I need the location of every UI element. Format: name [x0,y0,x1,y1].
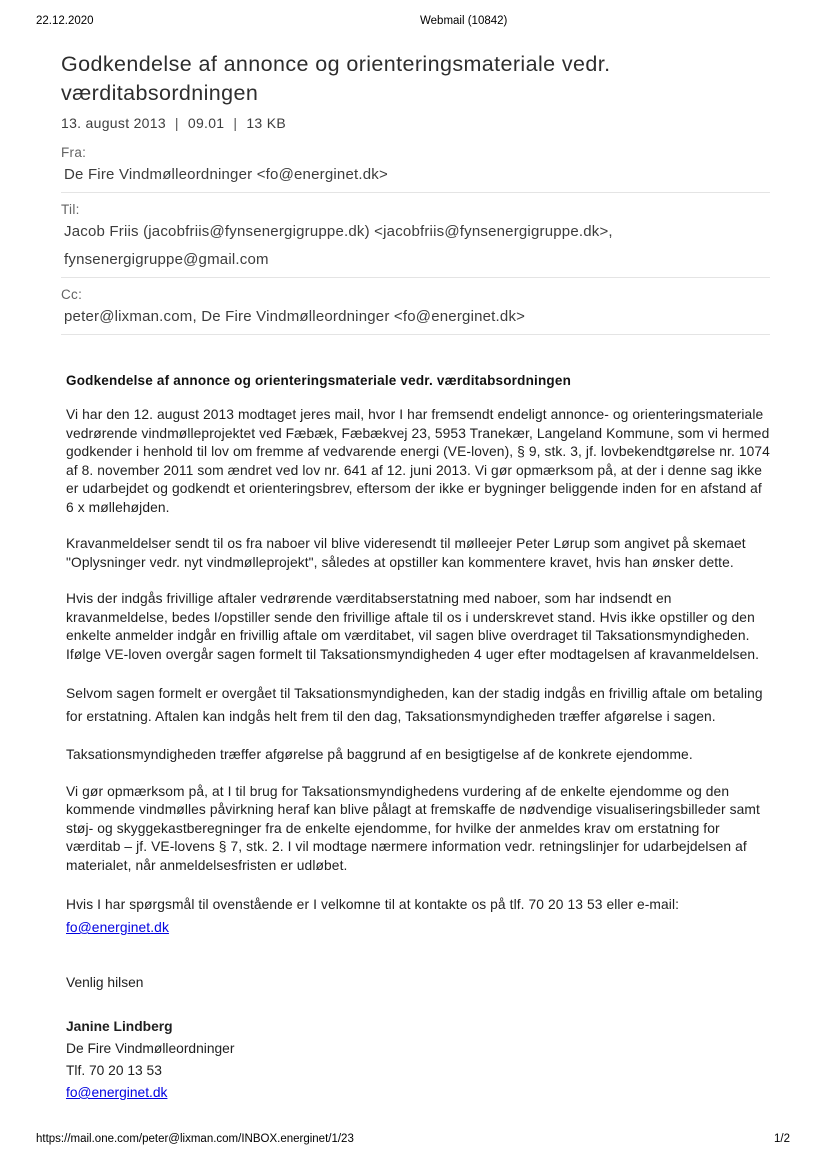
header-fields [61,145,770,335]
field-to-value-line2: fynsenergigruppe@gmail.com [64,251,269,268]
closing-line: Venlig hilsen [66,975,144,990]
contact-intro: Hvis I har spørgsmål til ovenstående er I velkomne til at kontakte os på tlf. 70 20 13 53 eller e-mail: [66,897,680,912]
signature-phone: Tlf. 70 20 13 53 [66,1063,162,1078]
body-paragraph-2: Kravanmeldelser sendt til os fra naboer vil blive videresendt til mølleejer Peter Lørup som angivet på skemaet "Oplysninger vedr. nyt vindmølleprojekt", således at opstiller kan kommentere kravet, hvis han ønsker dette. [66,536,746,570]
field-cc [61,287,770,335]
body-paragraph-6: Vi gør opmærksom på, at I til brug for Taksationsmyndighedens vurdering af de enkelte ejendomme og den kommende vindmølles påvirkning heraf kan blive pålagt at fremskaffe de nødvendige visualiseringsbilleder samt støj- og skyggekastberegninger fra de enkelte ejendomme, for hvilke der anmeldes krav om erstatning for værditab – jf. VE-lovens § 7, stk. 2. I vil modtage nærmere information vedr. retningslinjer for udarbejdelsen af materialet, når anmeldelsesfristen er udløbet. [66,783,760,873]
field-to-value-line1: Jacob Friis (jacobfriis@fynsenergigruppe.dk) <jacobfriis@fynsenergigruppe.dk>, [64,223,613,240]
field-to-value [61,223,770,268]
signature-name: Janine Lindberg [66,1019,173,1034]
body-paragraph-4: Selvom sagen formelt er overgået til Taksationsmyndigheden, kan der stadig indgås en frivillig aftale om betaling for erstatning. Aftalen kan indgås helt frem til den dag, Taksationsmyndigheden træffer afgørelse i sagen. [66,686,763,724]
print-footer-url: https://mail.one.com/peter@lixman.com/INBOX.energinet/1/23 [36,1133,354,1145]
field-cc-label: Cc: [61,287,83,302]
email-time: 09.01 [187,115,225,131]
email-subject: Godkendelse af annonce og orienteringsmateriale vedr. værditabsordningen [61,52,611,105]
body-paragraph-1: Vi har den 12. august 2013 modtaget jeres mail, hvor I har fremsendt endeligt annonce- og orienteringsmateriale vedrørende vindmølleprojektet ved Fæbæk, Fæbækvej 23, 5953 Tranekær, Langeland Kommune, som vi hermed godkender i henhold til lov om fremme af vedvarende energi (VE-loven), § 9, stk. 3, jf. lovbekendtgørelse nr. 1074 af 8. november 2011 som ændret ved lov nr. 641 af 12. juni 2013. Vi gør opmærksom på, at der i denne sag ikke er udarbejdet og godkendt et orienteringsbrev, eftersom der ikke er bygninger beliggende inden for en afstand af 6 x møllehøjden. [66,407,770,515]
body-heading: Godkendelse af annonce og orienteringsmateriale vedr. værditabsordningen [66,373,572,388]
signature-block [66,1016,770,1104]
email-meta [61,115,770,131]
email-date: 13. august 2013 [61,115,166,131]
field-to-label: Til: [61,202,80,217]
print-footer-page-number: 1/2 [774,1133,790,1145]
contact-paragraph [66,893,770,939]
field-from-value: De Fire Vindmølleordninger <fo@energinet.dk> [64,166,388,183]
body-paragraph-3: Hvis der indgås frivillige aftaler vedrørende værditabserstatning med naboer, som har indsendt en kravanmeldelse, bedes I/opstiller sende den frivillige aftale til os i underskrevet stand. Hvis ikke opstiller og den enkelte anmelder indgår en frivillig aftale om værditabet, vil sagen blive overdraget til Taksationsmyndigheden. Ifølge VE-loven overgår sagen formelt til Taksationsmyndigheden 4 uger efter modtagelsen af kravanmeldelsen. [66,591,760,662]
signature-email-link[interactable]: fo@energinet.dk [66,1085,168,1100]
field-from-label: Fra: [61,145,87,160]
meta-separator: | [233,115,238,131]
signature-org: De Fire Vindmølleordninger [66,1041,235,1056]
email-size: 13 KB [246,115,286,131]
body-paragraph-5: Taksationsmyndigheden træffer afgørelse på baggrund af en besigtigelse af de konkrete ejendomme. [66,747,693,762]
print-header-date: 22.12.2020 [36,15,94,27]
meta-separator: | [174,115,179,131]
email-body [61,373,770,1104]
field-cc-value: peter@lixman.com, De Fire Vindmølleordninger <fo@energinet.dk> [64,308,526,325]
email-content [61,0,770,1104]
contact-email-link[interactable]: fo@energinet.dk [66,920,169,935]
print-header-title: Webmail (10842) [420,15,508,27]
field-from [61,145,770,193]
field-to [61,202,770,278]
signature-email [66,1082,770,1104]
